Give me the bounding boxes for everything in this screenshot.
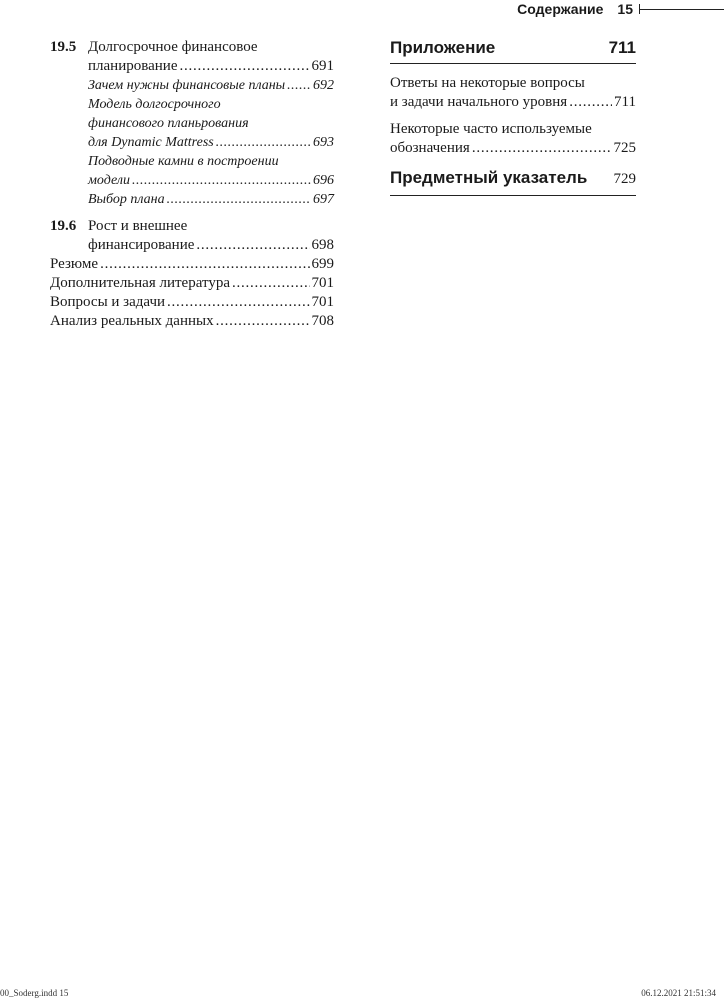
- toc-subentry-text: Подводные камни в построении: [88, 154, 279, 169]
- toc-entry-text: планирование: [88, 58, 178, 74]
- toc-right-column: [390, 38, 636, 196]
- section-title: Приложение: [390, 38, 496, 57]
- toc-entry-questions[interactable]: [50, 293, 334, 312]
- toc-subentry-text: для Dynamic Mattress: [88, 135, 214, 150]
- leader-dots: [216, 312, 310, 331]
- toc-section-appendix[interactable]: [390, 38, 636, 64]
- leader-dots: [167, 190, 311, 209]
- toc-subentry-text: Выбор плана: [88, 192, 165, 207]
- toc-entry-answers[interactable]: [390, 74, 636, 112]
- toc-entry-text: Дополнительная литература: [50, 275, 230, 291]
- page-number: 692: [313, 78, 334, 93]
- toc-subentry-text: Зачем нужны финансовые планы: [88, 78, 286, 93]
- toc-subentry[interactable]: [88, 190, 334, 209]
- leader-dots: [569, 93, 612, 112]
- page-number: 711: [608, 38, 636, 57]
- header-rule: [639, 9, 724, 10]
- toc-subentry[interactable]: [88, 76, 334, 95]
- page-number: 699: [311, 256, 334, 272]
- running-header: [517, 0, 724, 18]
- leader-dots: [100, 255, 309, 274]
- page-number: 729: [613, 171, 636, 187]
- section-number: 19.6: [50, 218, 77, 234]
- section-number: 19.5: [50, 39, 77, 55]
- toc-entry-literature[interactable]: [50, 274, 334, 293]
- page-number: 701: [311, 294, 334, 310]
- leader-dots: [232, 274, 310, 293]
- leader-dots: [472, 139, 612, 158]
- toc-subentry-text: модели: [88, 173, 130, 188]
- toc-subentry[interactable]: [88, 152, 334, 190]
- header-page-number: 15: [617, 1, 633, 17]
- page-number: 698: [311, 237, 334, 253]
- toc-entry-text: Резюме: [50, 256, 99, 272]
- page-number: 725: [613, 140, 636, 156]
- toc-subentry-text: Модель долгосрочного: [88, 97, 221, 112]
- toc-section-index[interactable]: [390, 168, 636, 196]
- toc-entry-text: Вопросы и задачи: [50, 294, 166, 310]
- page-number: 711: [614, 94, 636, 110]
- toc-entry-text: Ответы на некоторые вопросы: [390, 75, 585, 91]
- leader-dots: [167, 293, 309, 312]
- toc-entry-19-6[interactable]: [50, 217, 334, 255]
- toc-subentry-text: финансового планьрования: [88, 116, 249, 131]
- print-slug-timestamp: 06.12.2021 21:51:34: [641, 988, 716, 998]
- toc-entry-analysis[interactable]: [50, 312, 334, 331]
- toc-subentry[interactable]: [88, 95, 334, 152]
- page-number: 696: [313, 173, 334, 188]
- toc-entry-resume[interactable]: [50, 255, 334, 274]
- leader-dots: [179, 57, 309, 76]
- leader-dots: [132, 171, 311, 190]
- toc-entry-text: обозначения: [390, 140, 470, 156]
- leader-dots: [216, 133, 311, 152]
- toc-entry-text: финансирование: [88, 237, 195, 253]
- toc-entry-19-5[interactable]: [50, 38, 334, 76]
- toc-entry-notation[interactable]: [390, 120, 636, 158]
- page-number: 693: [313, 135, 334, 150]
- print-slug-filename: 00_Soderg.indd 15: [0, 988, 69, 998]
- toc-entry-text: Анализ реальных данных: [50, 313, 214, 329]
- page-number: 697: [313, 192, 334, 207]
- toc-entry-text: Рост и внешнее: [88, 218, 188, 234]
- toc-entry-text: и задачи начального уровня: [390, 94, 568, 110]
- toc-entry-text: Долгосрочное финансовое: [88, 39, 258, 55]
- page-number: 708: [311, 313, 334, 329]
- section-title: Предметный указатель: [390, 168, 588, 187]
- toc-entry-text: Некоторые часто используемые: [390, 121, 592, 137]
- toc-left-column: [50, 38, 334, 331]
- page-number: 691: [311, 58, 334, 74]
- header-title: Содержание: [517, 1, 604, 17]
- page-number: 701: [311, 275, 334, 291]
- leader-dots: [196, 236, 309, 255]
- leader-dots: [287, 76, 311, 95]
